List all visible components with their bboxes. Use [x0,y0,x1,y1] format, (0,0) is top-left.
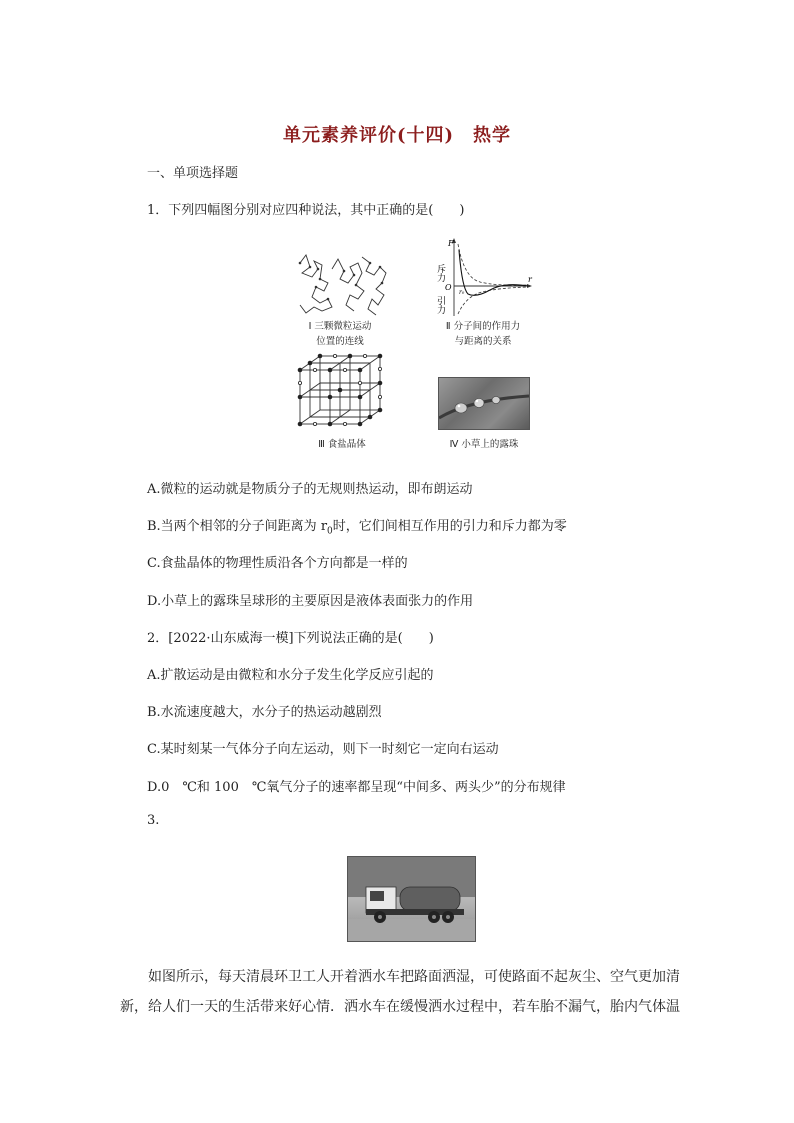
figure-2-caption [428,319,538,349]
question-2-option-d: D.0 ℃和 100 ℃氧气分子的速率都呈现“中间多、两头少”的分布规律 [147,780,566,795]
question-2-stem: 2．[2022·山东威海一模]下列说法正确的是( ) [147,631,434,646]
figure-2-caption-line1: Ⅱ 分子间的作用力 [445,321,521,332]
brownian-motion-figure [292,249,392,319]
dew-drops-illustration [439,378,529,429]
question-2-option-c: C.某时刻某一气体分子向左运动，则下一时刻它一定向右运动 [147,742,499,757]
section-heading: 一、单项选择题 [147,166,239,181]
sprinkler-truck-illustration [348,857,475,941]
figure-4-caption: Ⅳ 小草上的露珠 [449,439,519,450]
molecular-force-graph [420,236,535,318]
question-1-option-c: C.食盐晶体的物理性质沿各个方向都是一样的 [147,556,408,571]
question-1-option-a: A.微粒的运动就是物质分子的无规则热运动，即布朗运动 [147,482,473,497]
graph-label-F: F [448,239,454,248]
figure-1-caption-line2: 位置的连线 [316,336,364,347]
option-b-subscript: 0 [327,526,333,537]
figure-1-caption [288,319,392,349]
question-1-option-b [147,515,567,537]
option-b-text-pre: B.当两个相邻的分子间距离为 r [147,519,328,534]
question-2-option-a: A.扩散运动是由微粒和水分子发生化学反应引起的 [147,668,434,683]
sprinkler-truck-photo [347,856,476,942]
salt-crystal-lattice-figure [292,352,392,427]
question-1-stem: 1．下列四幅图分别对应四种说法，其中正确的是( ) [147,203,465,218]
graph-label-origin: O [445,283,452,292]
question-3-number: 3. [147,813,160,828]
figure-3-caption: Ⅲ 食盐晶体 [318,439,366,450]
page-title: 单元素养评价(十四) 热学 [282,125,512,146]
question-3-paragraph: 如图所示，每天清晨环卫工人开着洒水车把路面洒湿，可使路面不起灰尘、空气更加清新，给人们一天的生活带来好心情．洒水车在缓慢洒水过程中，若车胎不漏气，胎内气体温 [120,969,680,1015]
figure-1-caption-line1: Ⅰ 三颗微粒运动 [308,321,372,332]
graph-label-repulsion: 斥力 [435,264,445,282]
dew-drops-photo [438,377,530,430]
graph-label-r: r [528,275,532,284]
question-2-option-b: B.水流速度越大，水分子的热运动越剧烈 [147,705,382,720]
question-1-option-d: D.小草上的露珠呈球形的主要原因是液体表面张力的作用 [147,594,474,609]
graph-label-attraction: 引力 [435,296,445,314]
figure-2-caption-line2: 与距离的关系 [454,336,512,347]
option-b-text-post: 时，它们间相互作用的引力和斥力都为零 [332,519,567,534]
graph-label-r0: r₀ [459,289,465,296]
